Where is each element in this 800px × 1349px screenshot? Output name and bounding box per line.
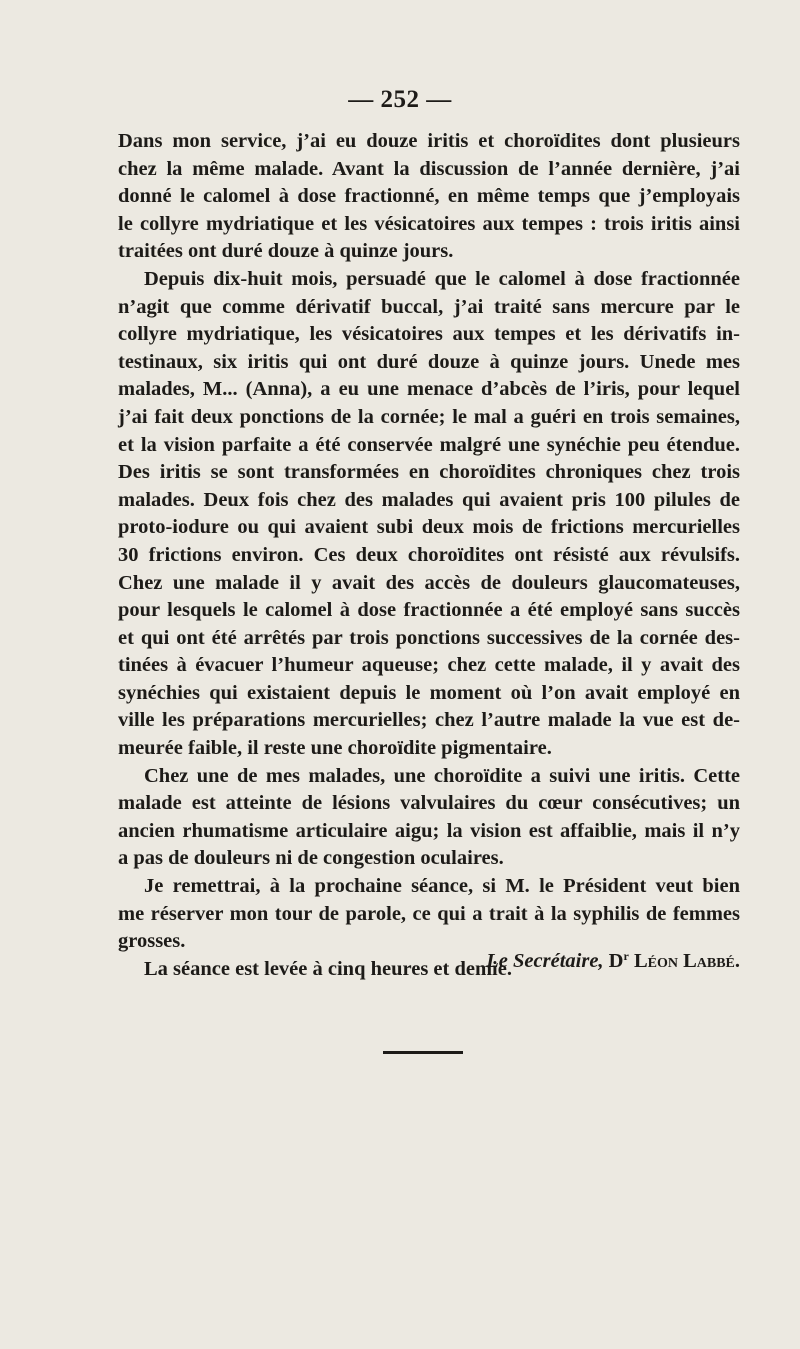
text-line: chez la même malade. Avant la discussion de l’année dernière, j’ai	[118, 157, 740, 180]
text-line: le collyre mydriatique et les vésicatoires aux tempes : trois iritis ainsi	[118, 212, 740, 235]
text-line: collyre mydriatique, les vésicatoires aux tempes et les dérivatifs in-	[118, 323, 740, 346]
text-line: Je remettrai, à la prochaine séance, si M. le Président veut bien	[144, 875, 740, 898]
closing-rule	[383, 1051, 463, 1054]
text-line: malades. Deux fois chez des malades qui avaient pris 100 pilules de	[118, 488, 740, 511]
text-line: La séance est levée à cinq heures et demie.	[144, 957, 512, 980]
text-line: donné le calomel à dose fractionné, en même temps que j’employais	[118, 185, 740, 208]
signature-title-sup: r	[623, 949, 629, 963]
text-line: et la vision parfaite a été conservée malgré une synéchie peu étendue.	[118, 433, 740, 456]
text-line: Des iritis se sont transformées en choroïdites chroniques chez trois	[118, 461, 740, 484]
text-line: j’ai fait deux ponctions de la cornée; le mal a guéri en trois semaines,	[118, 405, 740, 428]
signature-title-main: D	[608, 950, 624, 972]
text-line: Chez une de mes malades, une choroïdite a suivi une iritis. Cette	[144, 764, 740, 787]
text-line: et qui ont été arrêtés par trois ponctions successives de la cornée des-	[118, 626, 740, 649]
text-line: testinaux, six iritis qui ont duré douze à quinze jours. Unede mes	[118, 350, 740, 373]
text-line: synéchies qui existaient depuis le moment où l’on avait employé en	[118, 681, 740, 704]
page-number: — 252 —	[348, 86, 452, 113]
text-line: grosses.	[118, 930, 186, 953]
signature-role: Le Secrétaire,	[486, 950, 604, 972]
body-text	[118, 128, 740, 983]
text-line: malade est atteinte de lésions valvulaires du cœur consécutives; un	[118, 792, 740, 815]
text-line: Dans mon service, j’ai eu douze iritis et choroïdites dont plusieurs	[118, 130, 740, 152]
signature-title	[609, 950, 629, 972]
text-line: meurée faible, il reste une choroïdite pigmentaire.	[118, 737, 552, 760]
text-line: traitées ont duré douze à quinze jours.	[118, 240, 454, 263]
text-line: proto-iodure ou qui avaient subi deux mois de frictions mercurielles	[118, 516, 740, 539]
text-line: ancien rhumatisme articulaire aigu; la vision est affaiblie, mais il n’y	[118, 819, 740, 842]
text-line: tinées à évacuer l’humeur aqueuse; chez cette malade, il y avait des	[118, 654, 740, 677]
text-line: a pas de douleurs ni de congestion oculaires.	[118, 847, 504, 870]
signature	[0, 949, 740, 973]
text-line: Chez une malade il y avait des accès de douleurs glaucomateuses,	[118, 571, 740, 594]
text-line: pour lesquels le calomel à dose fractionnée a été employé sans succès	[118, 599, 740, 622]
text-line: 30 frictions environ. Ces deux choroïdites ont résisté aux révulsifs.	[118, 543, 740, 566]
signature-name: Léon Labbé.	[633, 950, 740, 972]
text-line: Depuis dix-huit mois, persuadé que le calomel à dose fractionnée	[144, 267, 740, 290]
text-line: me réserver mon tour de parole, ce qui a trait à la syphilis de femmes	[118, 902, 740, 925]
text-line: ville les préparations mercurielles; chez l’autre malade la vue est de-	[118, 709, 740, 732]
text-line: n’agit que comme dérivatif buccal, j’ai traité sans mercure par le	[118, 295, 740, 318]
text-line: malades, M... (Anna), a eu une menace d’abcès de l’iris, pour lequel	[118, 378, 740, 401]
